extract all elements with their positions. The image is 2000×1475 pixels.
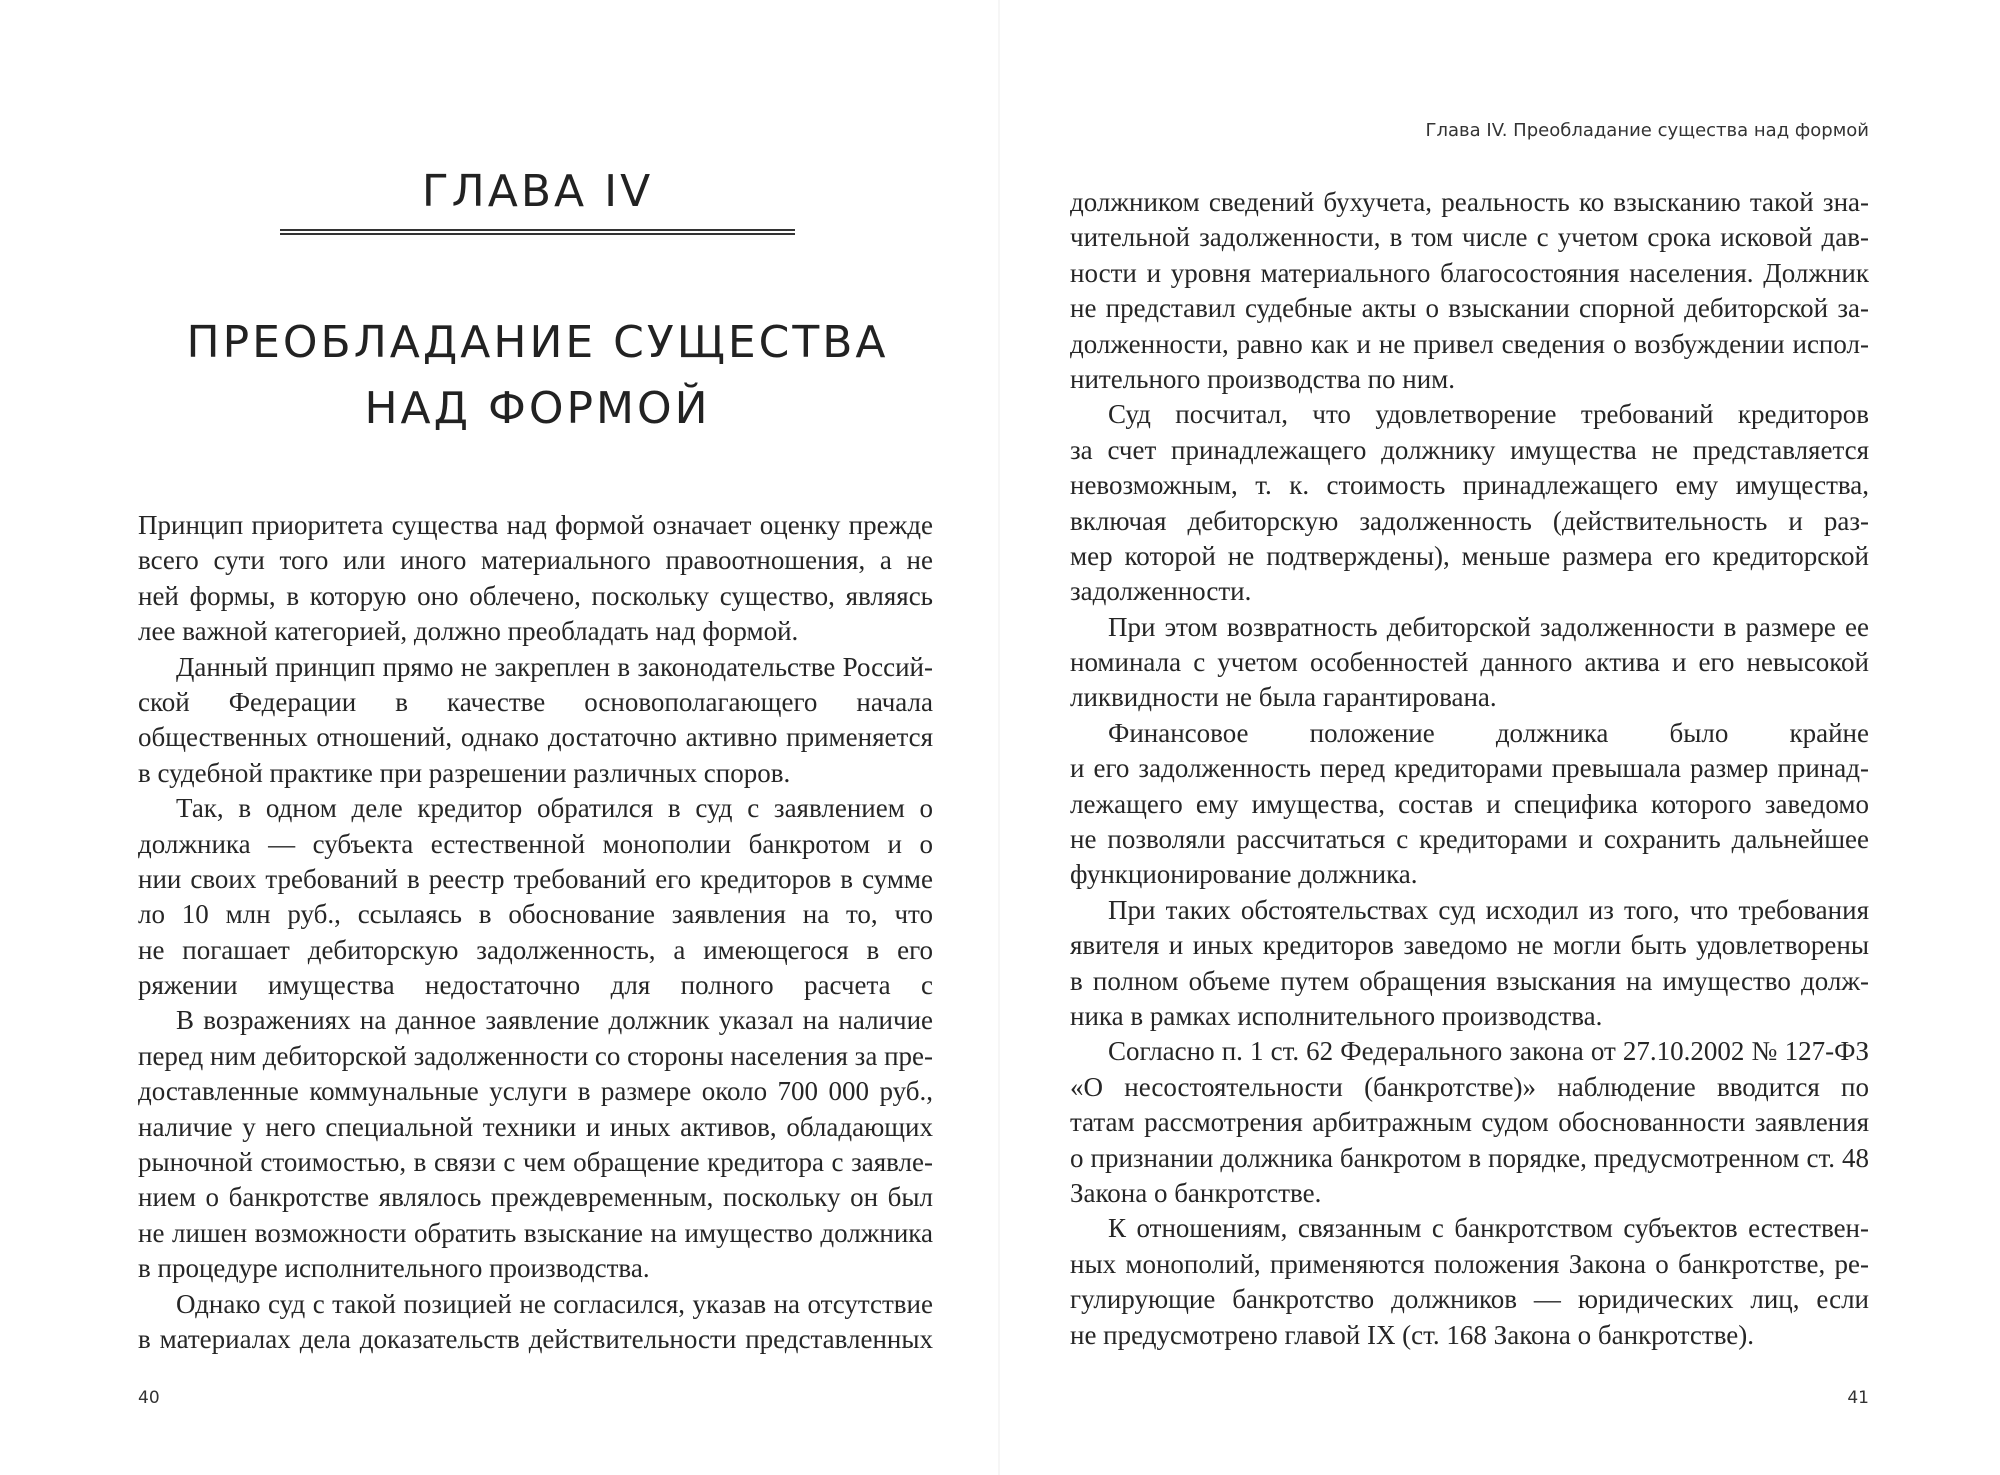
text-line: ряжении имущества недостаточно для полного расчета с: [138, 970, 933, 1001]
text-line: К отношениям, связанным с банкротством субъектов естествен-: [1108, 1213, 1869, 1244]
text-line: рыночной стоимостью, в связи с чем обращение кредитора с заявле-: [138, 1147, 933, 1178]
paragraph: [1070, 185, 1869, 397]
text-line: Финансовое положение должника было крайне: [1108, 717, 1869, 748]
text-line: ника в рамках исполнительного производства.: [1070, 1000, 1603, 1031]
chapter-divider-rule: [280, 229, 795, 235]
text-line: ности и уровня материального благосостояния населения. Должник: [1070, 257, 1869, 288]
text-line: ных монополий, применяются положения Закона о банкротстве, ре-: [1070, 1248, 1869, 1279]
chapter-title: [140, 310, 935, 442]
text-line: функционирование должника.: [1070, 859, 1418, 890]
chapter-label: ГЛАВА IV: [421, 166, 654, 217]
text-line: за счет принадлежащего должнику имущества не представляется: [1070, 434, 1869, 465]
paragraph: [1070, 397, 1869, 609]
text-line: ней формы, в которую оно облечено, поскольку существо, являясь: [138, 580, 933, 611]
text-line: ской Федерации в качестве основополагающего начала: [138, 686, 933, 717]
text-line: наличие у него специальной техники и иных активов, обладающих: [138, 1111, 933, 1142]
text-line: в судебной практике при разрешении различных споров.: [138, 757, 791, 788]
text-line: Однако суд с такой позицией не согласился, указав на отсутствие: [176, 1288, 933, 1319]
paragraph: [138, 1287, 933, 1358]
text-line: «О несостоятельности (банкротстве)» наблюдение вводится по: [1070, 1071, 1869, 1102]
text-line: мер которой не подтверждены), меньше размера его кредиторской: [1070, 540, 1869, 571]
paragraph: [1070, 1211, 1869, 1353]
text-line: не погашает дебиторскую задолженность, а имеющегося в его: [138, 934, 933, 965]
paragraph: [138, 1003, 933, 1286]
text-line: долженности, равно как и не привел сведения о возбуждении испол-: [1070, 328, 1869, 359]
paragraph: [1070, 610, 1869, 716]
text-line: нием о банкротстве являлось преждевременным, поскольку он был: [138, 1182, 933, 1213]
text-line: явителя и иных кредиторов заведомо не могли быть удовлетворены: [1070, 930, 1869, 961]
text-line: нии своих требований в реестр требований его кредиторов в сумме: [138, 863, 933, 894]
text-line: При этом возвратность дебиторской задолженности в размере ее: [1108, 611, 1869, 642]
text-line: перед ним дебиторской задолженности со стороны населения за пре-: [138, 1040, 933, 1071]
text-line: ликвидности не была гарантирована.: [1070, 682, 1497, 713]
paragraph: [1070, 893, 1869, 1035]
text-line: лежащего ему имущества, состав и специфика которого заведомо: [1070, 788, 1869, 819]
text-line: доставленные коммунальные услуги в размере около 700 000 руб.,: [138, 1076, 933, 1107]
chapter-title-line: ПРЕОБЛАДАНИЕ СУЩЕСТВА: [186, 317, 889, 368]
text-line: Согласно п. 1 ст. 62 Федерального закона от 27.10.2002 № 127-ФЗ: [1108, 1036, 1869, 1067]
text-line: нительного производства по ним.: [1070, 363, 1456, 394]
text-line: Закона о банкротстве.: [1070, 1177, 1322, 1208]
text-line: должника — субъекта естественной монополии банкротом и о: [138, 828, 933, 859]
text-line: в материалах дела доказательств действительности представленных: [138, 1323, 933, 1354]
text-line: чительной задолженности, в том числе с учетом срока исковой дав-: [1070, 222, 1869, 253]
text-line: в полном объеме путем обращения взыскания на имущество долж-: [1070, 965, 1869, 996]
text-line: Принцип приоритета существа над формой означает оценку прежде: [138, 510, 933, 540]
paragraph: [138, 791, 933, 1003]
text-line: ло 10 млн руб., ссылаясь в обоснование заявления на то, что: [138, 899, 933, 930]
page-number-left: 40: [138, 1388, 160, 1408]
text-line: не представил судебные акты о взыскании спорной дебиторской за-: [1070, 293, 1869, 324]
text-line: не позволяли рассчитаться с кредиторами и сохранить дальнейшее: [1070, 824, 1869, 855]
text-line: татам рассмотрения арбитражным судом обоснованности заявления: [1070, 1107, 1869, 1138]
text-line: гулирующие банкротство должников — юридических лиц, если: [1070, 1284, 1869, 1315]
left-body-text: [138, 508, 933, 1357]
running-header: Глава IV. Преобладание существа над формой: [1425, 120, 1869, 141]
text-line: невозможным, т. к. стоимость принадлежащего ему имущества,: [1070, 470, 1869, 501]
text-line: и его задолженность перед кредиторами превышала размер принад-: [1070, 753, 1869, 784]
text-line: Суд посчитал, что удовлетворение требований кредиторов: [1108, 399, 1869, 430]
right-body-text: [1070, 185, 1869, 1353]
text-line: должником сведений бухучета, реальность ко взысканию такой зна-: [1070, 187, 1869, 217]
text-line: задолженности.: [1070, 576, 1252, 607]
text-line: в процедуре исполнительного производства.: [138, 1253, 650, 1284]
text-line: не лишен возможности обратить взыскание на имущество должника: [138, 1217, 933, 1248]
text-line: В возражениях на данное заявление должник указал на наличие: [176, 1005, 933, 1036]
text-line: Данный принцип прямо не закреплен в законодательстве Россий-: [176, 651, 933, 682]
text-line: Так, в одном деле кредитор обратился в суд с заявлением о: [176, 793, 933, 824]
paragraph: [138, 508, 933, 650]
right-page: [1000, 0, 2000, 1475]
text-line: номинала с учетом особенностей данного актива и его невысокой: [1070, 647, 1869, 678]
text-line: включая дебиторскую задолженность (действительность и раз-: [1070, 505, 1869, 536]
paragraph: [138, 650, 933, 792]
page-number-right: 41: [1847, 1388, 1869, 1408]
text-line: лее важной категорией, должно преобладать над формой.: [138, 616, 799, 647]
text-line: При таких обстоятельствах суд исходил из того, что требования: [1108, 894, 1869, 925]
chapter-title-line: НАД ФОРМОЙ: [364, 383, 711, 434]
text-line: о признании должника банкротом в порядке, предусмотренном ст. 48: [1070, 1142, 1869, 1173]
text-line: не предусмотрено главой IX (ст. 168 Закона о банкротстве).: [1070, 1319, 1755, 1350]
paragraph: [1070, 716, 1869, 893]
text-line: общественных отношений, однако достаточно активно применяется: [138, 722, 933, 753]
text-line: всего сути того или иного материального правоотношения, а не: [138, 545, 933, 576]
paragraph: [1070, 1034, 1869, 1211]
